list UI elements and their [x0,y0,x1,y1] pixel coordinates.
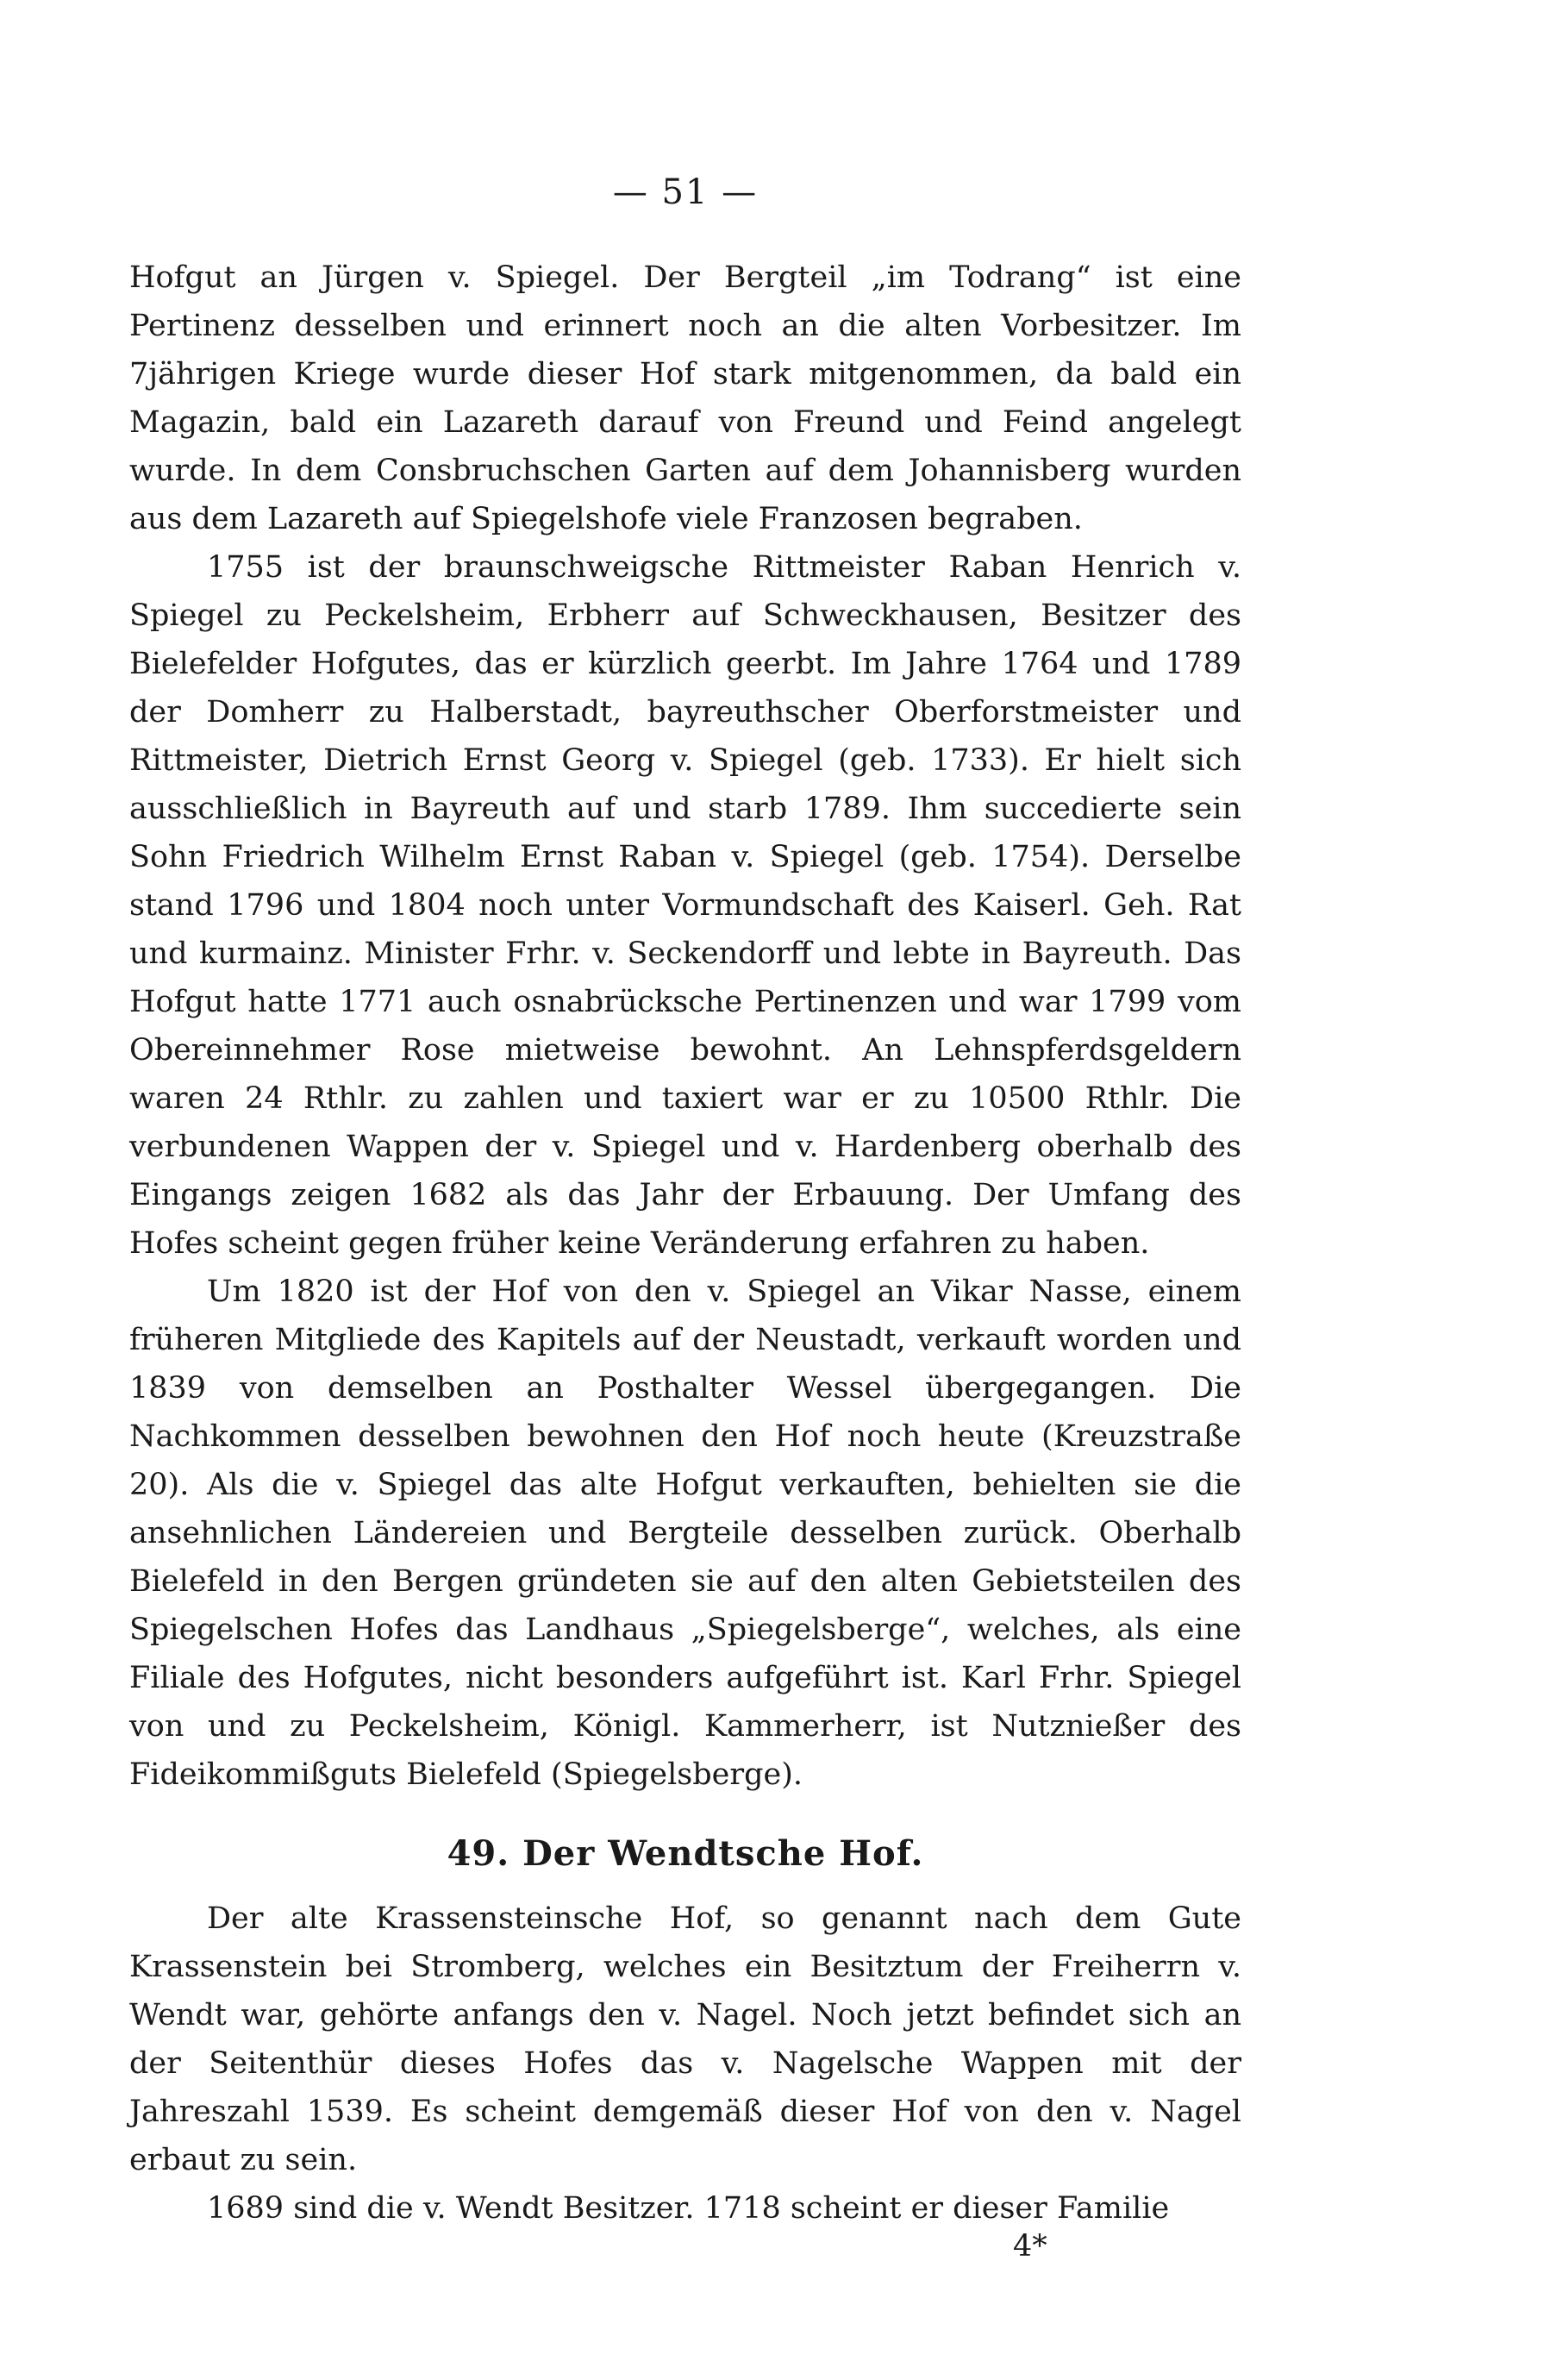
paragraph-1: Hofgut an Jürgen v. Spiegel. Der Bergteil „im Todrang“ ist eine Pertinenz desselben und erinnert noch an die alten Vorbesitzer. Im 7jährigen Kriege wurde dieser Hof stark mitgenommen, da bald ein Magazin, bald ein Lazareth darauf von Freund und Feind angelegt wurde. In dem Consbruchschen Garten auf dem Johannisberg wurden aus dem Lazareth auf Spiegelshofe viele Franzosen begraben. [129,260,1241,536]
paragraph-5: 1689 sind die v. Wendt Besitzer. 1718 scheint er dieser Familie [207,2191,1170,2226]
page-content [129,172,1241,2233]
page-number: — 51 — [612,172,759,212]
paragraph-4: Der alte Krassensteinsche Hof, so genannt nach dem Gute Krassenstein bei Stromberg, welches ein Besitztum der Freiherrn v. Wendt war, gehörte anfangs den v. Nagel. Noch jetzt befindet sich an der Seitenthür dieses Hofes das v. Nagelsche Wappen mit der Jahreszahl 1539. Es scheint demgemäß dieser Hof von den v. Nagel erbaut zu sein. [129,1901,1241,2177]
section-heading: 49. Der Wendtsche Hof. [447,1833,924,1874]
paragraph-3: Um 1820 ist der Hof von den v. Spiegel an Vikar Nasse, einem früheren Mitgliede des Kapitels auf der Neustadt, verkauft worden und 1839 von demselben an Posthalter Wessel übergegangen. Die Nachkommen desselben bewohnen den Hof noch heute (Kreuzstraße 20). Als die v. Spiegel das alte Hofgut verkauften, behielten sie die ansehnlichen Ländereien und Bergteile desselben zurück. Oberhalb Bielefeld in den Bergen gründeten sie auf den alten Gebietsteilen des Spiegelschen Hofes das Landhaus „Spiegelsberge“, welches, als eine Filiale des Hofgutes, nicht besonders aufgeführt ist. Karl Frhr. Spiegel von und zu Peckelsheim, Königl. Kammerherr, ist Nutznießer des Fideikommißguts Bielefeld (Spiegelsberge). [129,1275,1241,1792]
paragraph-2: 1755 ist der braunschweigsche Rittmeister Raban Henrich v. Spiegel zu Peckelsheim, Erbherr auf Schweckhausen, Besitzer des Bielefelder Hofgutes, das er kürzlich geerbt. Im Jahre 1764 und 1789 der Domherr zu Halberstadt, bayreuthscher Oberforstmeister und Rittmeister, Dietrich Ernst Georg v. Spiegel (geb. 1733). Er hielt sich ausschließlich in Bayreuth auf und starb 1789. Ihm succedierte sein Sohn Friedrich Wilhelm Ernst Raban v. Spiegel (geb. 1754). Derselbe stand 1796 und 1804 noch unter Vormundschaft des Kaiserl. Geh. Rat und kurmainz. Minister Frhr. v. Seckendorff und lebte in Bayreuth. Das Hofgut hatte 1771 auch osnabrücksche Pertinenzen und war 1799 vom Obereinnehmer Rose mietweise bewohnt. An Lehnspferdsgeldern waren 24 Rthlr. zu zahlen und taxiert war er zu 10500 Rthlr. Die verbundenen Wappen der v. Spiegel und v. Hardenberg oberhalb des Eingangs zeigen 1682 als das Jahr der Erbauung. Der Umfang des Hofes scheint gegen früher keine Veränderung erfahren zu haben. [129,550,1241,1261]
signature-mark: 4* [1013,2229,1047,2264]
